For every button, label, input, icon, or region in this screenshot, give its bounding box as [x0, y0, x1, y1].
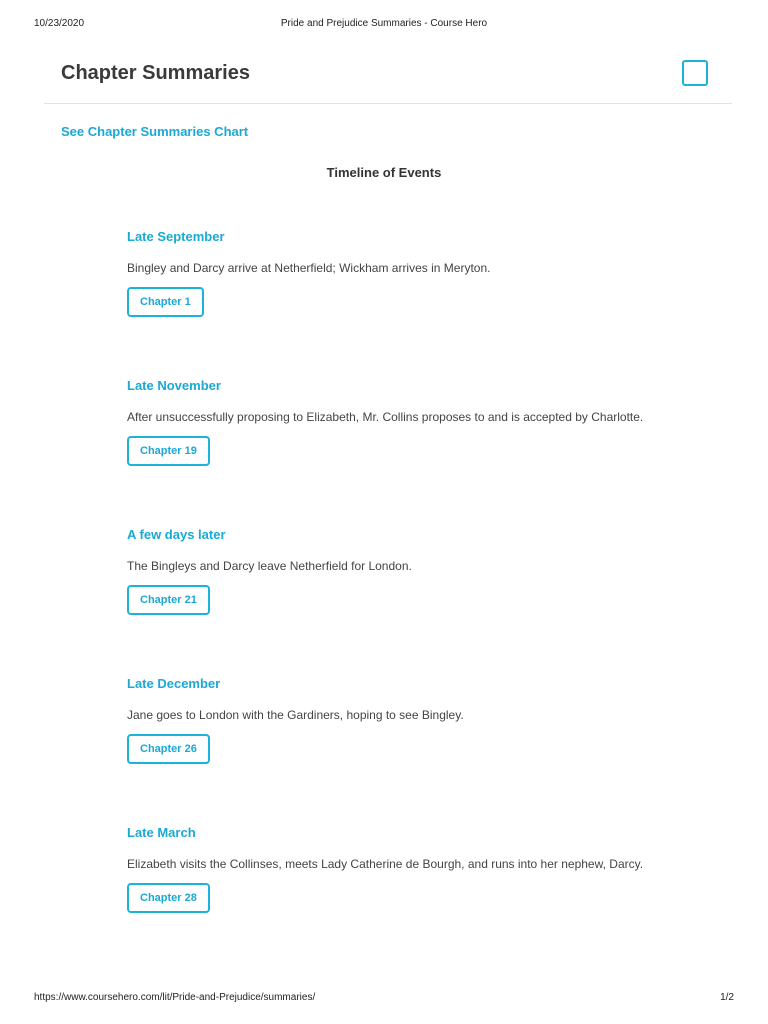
timeline-event — [127, 229, 727, 378]
chapter-26-button[interactable]: Chapter 26 — [127, 734, 210, 764]
timeline-event — [127, 378, 727, 527]
see-chart-link[interactable]: See Chapter Summaries Chart — [61, 124, 249, 139]
event-description: The Bingleys and Darcy leave Netherfield for London. — [127, 559, 412, 573]
chapter-28-button[interactable]: Chapter 28 — [127, 883, 210, 913]
event-description: Jane goes to London with the Gardiners, hoping to see Bingley. — [127, 708, 464, 722]
event-description: After unsuccessfully proposing to Elizabeth, Mr. Collins proposes to and is accepted by Charlotte. — [127, 410, 644, 424]
page-title: Chapter Summaries — [61, 62, 250, 84]
event-description: Bingley and Darcy arrive at Netherfield; Wickham arrives in Meryton. — [127, 261, 491, 275]
timeline-title: Timeline of Events — [326, 165, 442, 180]
header-divider — [44, 103, 732, 104]
chapter-21-button[interactable]: Chapter 21 — [127, 585, 210, 615]
print-date: 10/23/2020 — [34, 18, 85, 29]
timeline-event — [127, 825, 727, 974]
timeline-list — [127, 229, 727, 974]
event-description: Elizabeth visits the Collinses, meets Lady Catherine de Bourgh, and runs into her nephew, Darcy. — [127, 857, 644, 871]
timeline-event — [127, 527, 727, 676]
chapter-1-button[interactable]: Chapter 1 — [127, 287, 204, 317]
event-date: Late December — [127, 676, 221, 691]
event-date: Late March — [127, 825, 196, 840]
expand-box-icon[interactable] — [682, 60, 708, 86]
print-page-title: Pride and Prejudice Summaries - Course Hero — [280, 18, 488, 29]
print-page-number: 1/2 — [720, 992, 734, 1003]
print-url: https://www.coursehero.com/lit/Pride-and-Prejudice/summaries/ — [34, 992, 316, 1003]
chapter-19-button[interactable]: Chapter 19 — [127, 436, 210, 466]
event-date: Late September — [127, 229, 225, 244]
timeline-event — [127, 676, 727, 825]
event-date: A few days later — [127, 527, 226, 542]
event-date: Late November — [127, 378, 221, 393]
